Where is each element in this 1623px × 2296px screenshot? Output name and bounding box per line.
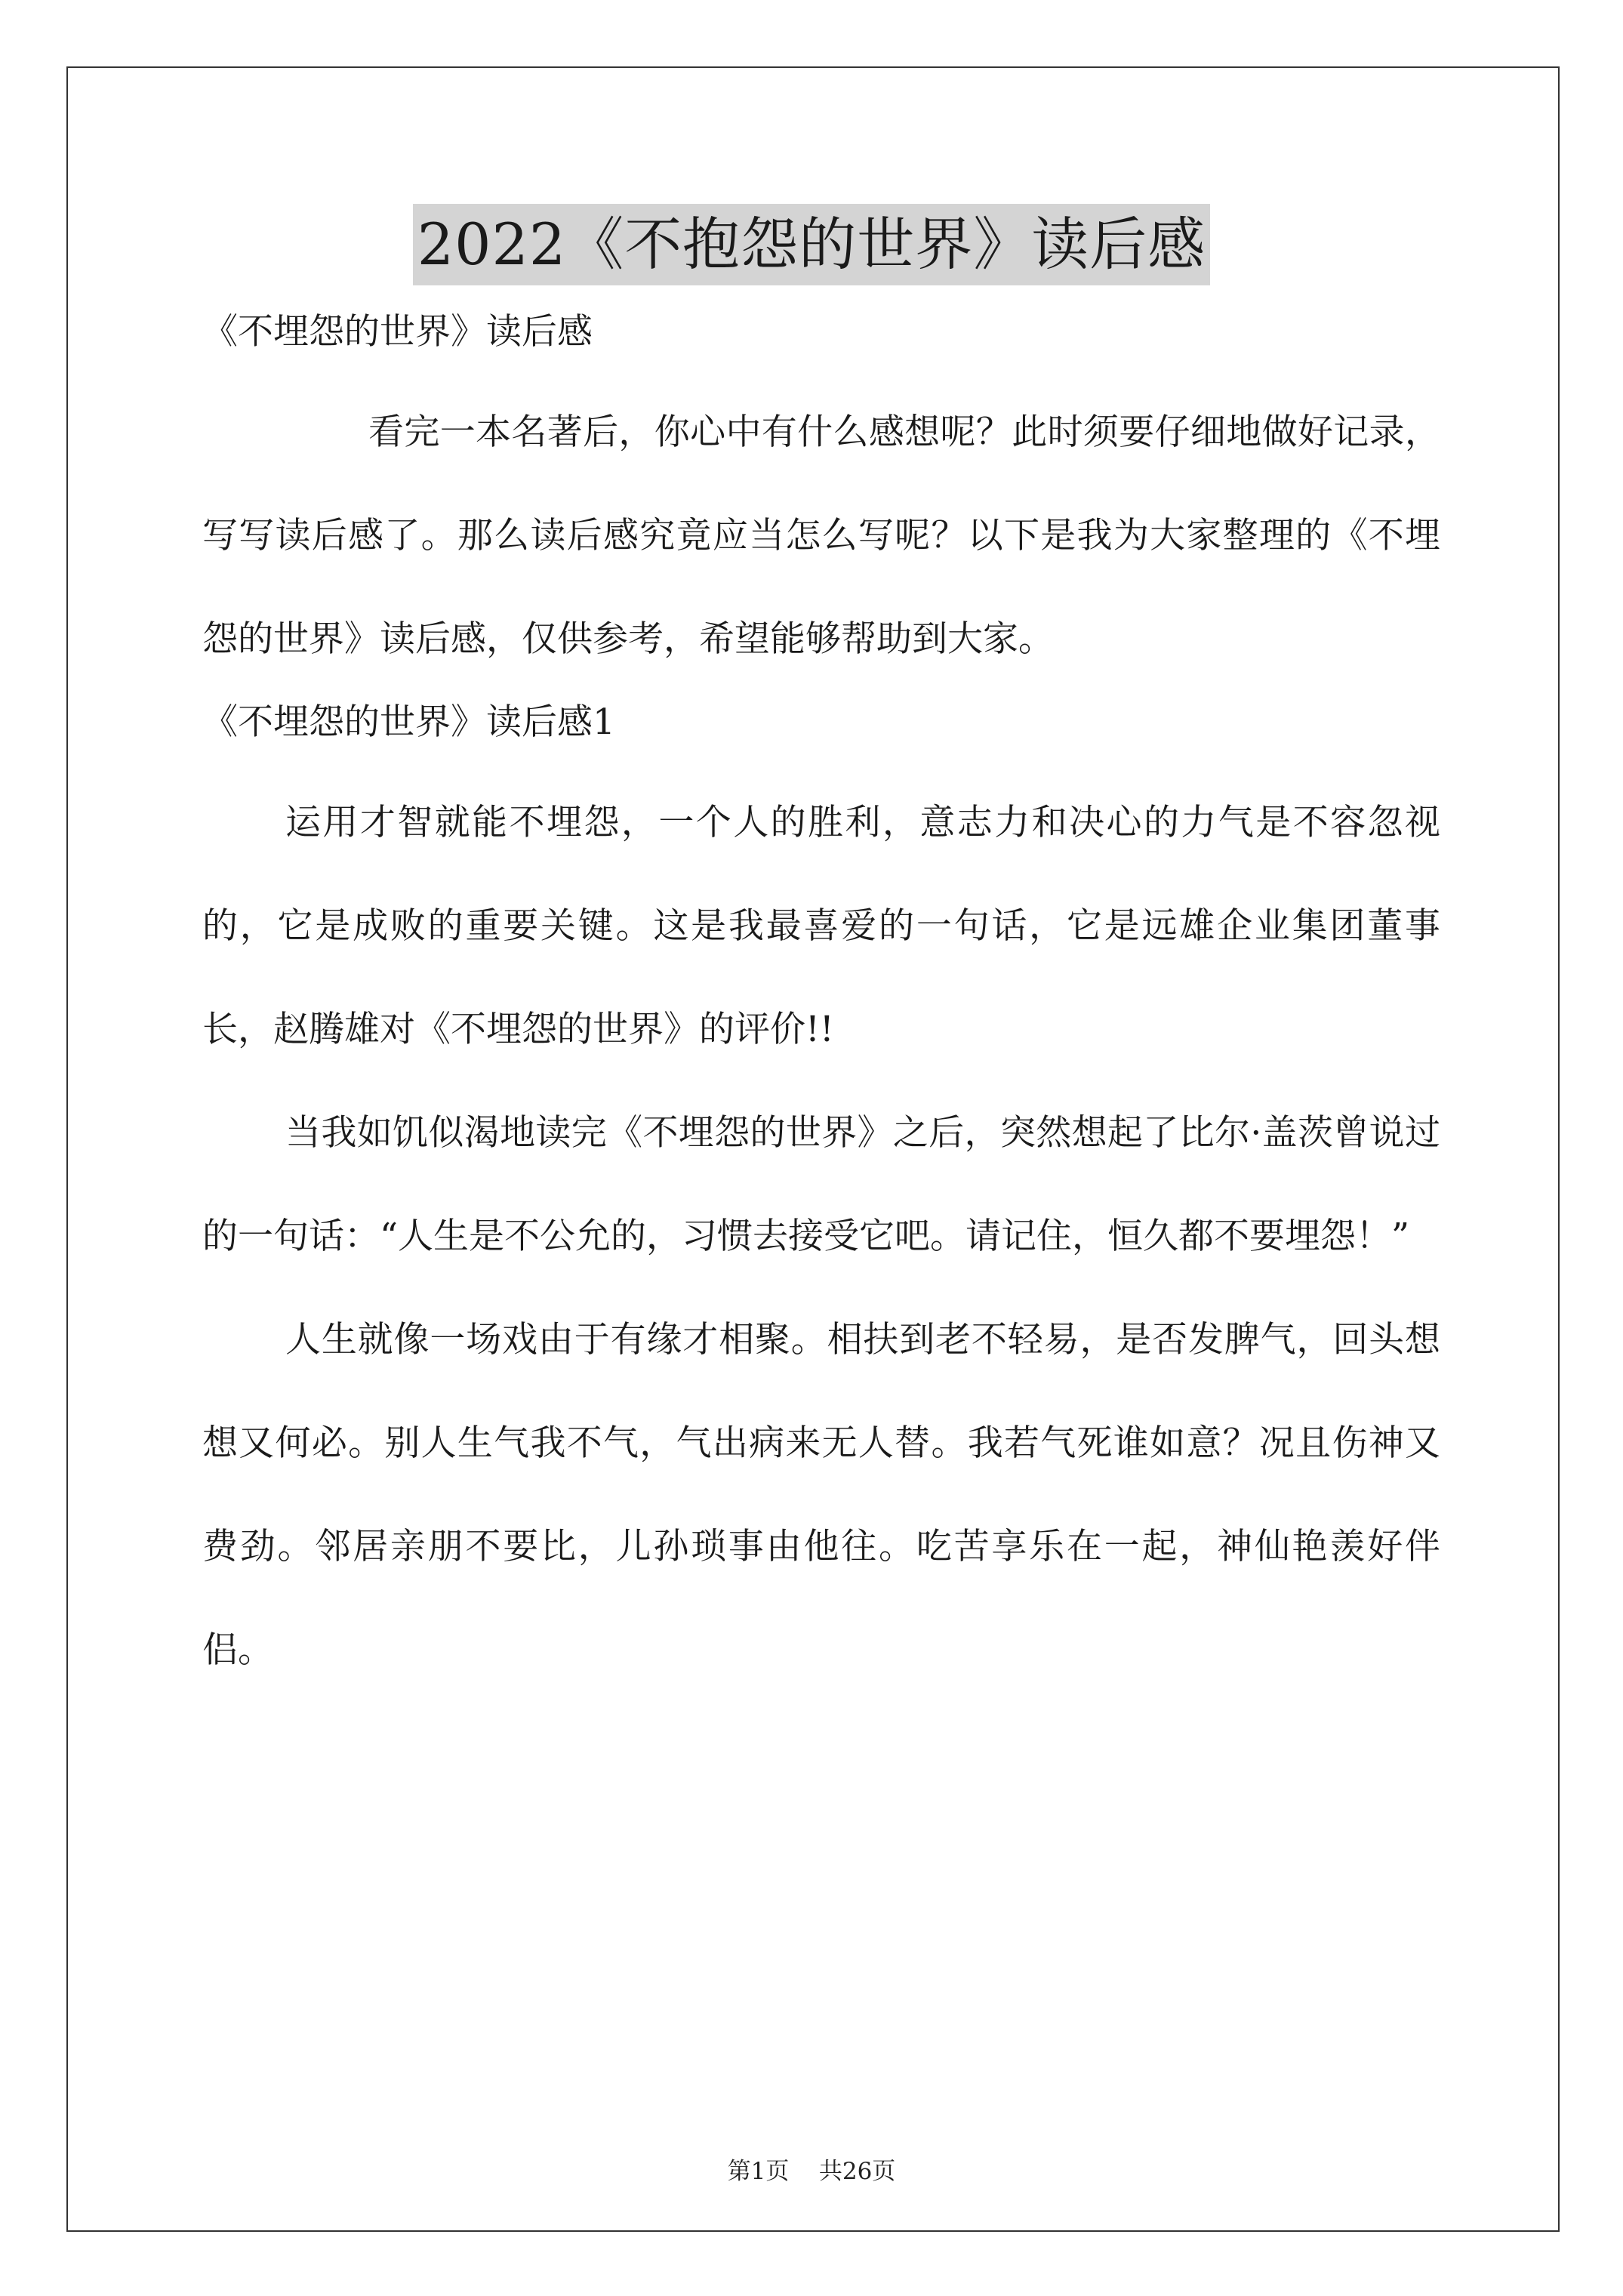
page-number: 第1页: [727, 2158, 790, 2185]
subtitle-heading: 《不埋怨的世界》读后感: [202, 311, 593, 353]
document-body: [202, 310, 1440, 1702]
intro-paragraph: 看完一本名著后，你心中有什么感想呢？此时须要仔细地做好记录，写写读后感了。那么读后感究竟应当怎么写呢？以下是我为大家整理的《不埋怨的世界》读后感，仅供参考，希望能够帮助到大家。: [202, 411, 1440, 660]
page-total: 共26页: [818, 2158, 896, 2185]
document-title: 2022《不抱怨的世界》读后感: [413, 204, 1210, 285]
body-paragraph-1: 运用才智就能不埋怨，一个人的胜利，意志力和决心的力气是不容忽视的，它是成败的重要关键。这是我最喜爱的一句话，它是远雄企业集团董事长，赵腾雄对《不埋怨的世界》的评价!!: [202, 802, 1440, 1050]
section-heading: 《不埋怨的世界》读后感1: [202, 701, 615, 743]
page-footer: [0, 2152, 1623, 2186]
title-container: [0, 204, 1623, 285]
body-paragraph-3: 人生就像一场戏由于有缘才相聚。相扶到老不轻易，是否发脾气，回头想想又何必。别人生气我不气，气出病来无人替。我若气死谁如意？况且伤神又费劲。邻居亲朋不要比，儿孙琐事由他往。吃苦享乐在一起，神仙艳羡好伴侣。: [202, 1319, 1440, 1671]
body-paragraph-2: 当我如饥似渴地读完《不埋怨的世界》之后，突然想起了比尔·盖茨曾说过的一句话：“人生是不公允的，习惯去接受它吧。请记住，恒久都不要埋怨！”: [202, 1112, 1440, 1257]
spacer: [202, 691, 1440, 700]
